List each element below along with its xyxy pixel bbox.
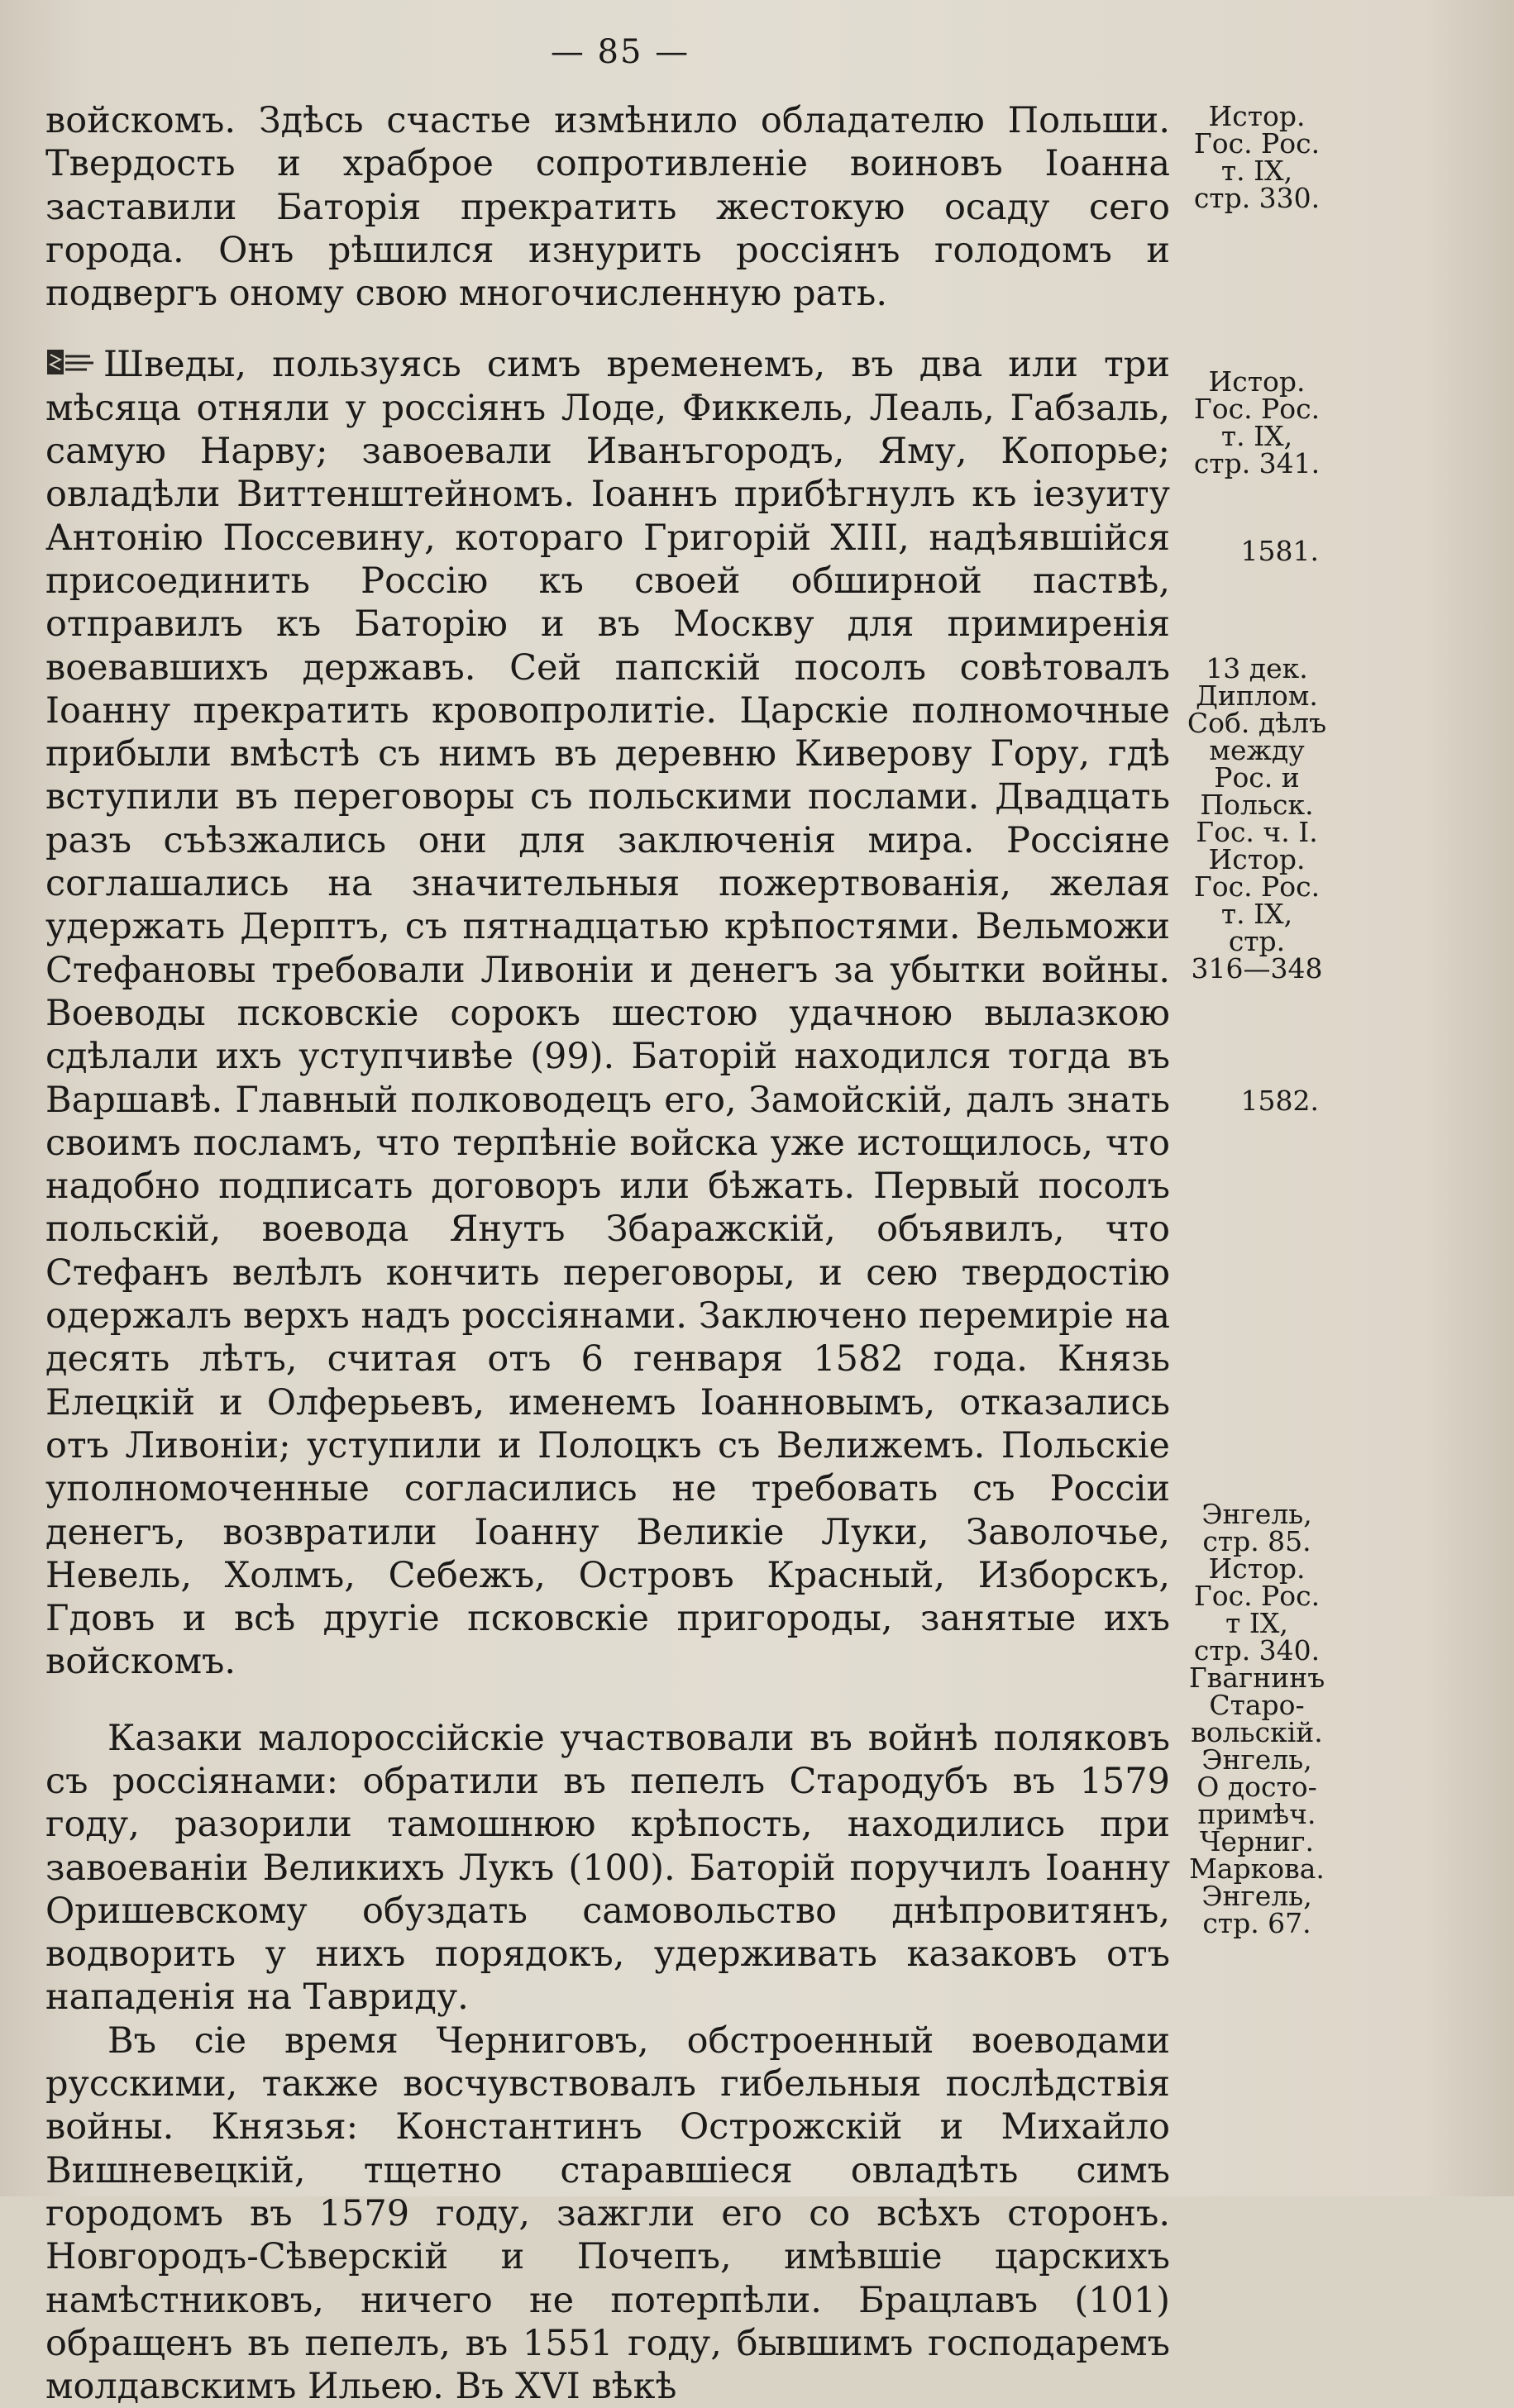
margin-line: Гос. Рос. (1193, 393, 1321, 425)
margin-line: 13 дек. (1206, 652, 1308, 684)
main-text-column (45, 99, 1170, 2408)
margin-line: Энгель, (1201, 1498, 1312, 1530)
margin-line: т. IX, (1220, 898, 1293, 930)
paragraph-1: войскомъ. Здѣсь счастье измѣнило обладателю Польши. Твердость и храброе сопротивленіе воиновъ Іоанна заставили Баторія прекратить жестокую осаду сего города. Онъ рѣшился изнурить россіянъ голодомъ и подвергъ оному свою многочисленную рать. (45, 100, 1170, 315)
margin-line: стр. (1228, 925, 1286, 957)
margin-note-year-1582 (1174, 1085, 1319, 1117)
margin-note-year-1581 (1174, 537, 1319, 565)
margin-note-2 (1174, 365, 1340, 479)
margin-line: Энгель, (1201, 1743, 1312, 1776)
margin-line: т. IX, (1220, 420, 1293, 452)
margin-line: Маркова. (1189, 1852, 1325, 1885)
margin-line: Истор. (1208, 365, 1306, 398)
margin-line: стр. 85. (1202, 1525, 1311, 1557)
page-number-header: — 85 — (550, 33, 690, 71)
margin-note-1 (1174, 100, 1340, 214)
paragraph-2 (45, 343, 1170, 1683)
margin-line: 316—348 (1191, 952, 1323, 985)
margin-note-3 (1174, 652, 1340, 985)
margin-line: Гвагнинъ (1188, 1662, 1325, 1694)
margin-line: Гос. Рос. (1193, 127, 1321, 160)
margin-line: Рос. и (1214, 761, 1300, 794)
margin-line: между (1209, 734, 1305, 766)
margin-line: стр. 330. (1193, 182, 1321, 214)
margin-line: Старо- (1209, 1689, 1305, 1721)
margin-line: Гос. ч. I. (1196, 816, 1318, 848)
paragraph-4: Въ сіе время Черниговъ, обстроенный воеводами русскими, также восчувствовалъ гибельныя послѣдствія войны. Князья: Константинъ Острожскій и Михайло Вишневецкій, тщетно старавшіеся овладѣть симъ городомъ въ 1579 году, зажгли его со всѣхъ сторонъ. Новгородъ-Сѣверскій и Почепъ, имѣвшіе царскихъ намѣстниковъ, ничего не потерпѣли. Брацлавъ (101) обращенъ въ пепелъ, въ 1551 году, бывшимъ господаремъ молдавскимъ Ильею. Въ XVI вѣкѣ (45, 2019, 1170, 2408)
margin-line: Соб. дѣлъ (1187, 707, 1327, 739)
margin-line: 1581. (1240, 535, 1319, 567)
ornamental-initial-icon (45, 346, 95, 379)
margin-line: Истор. (1208, 843, 1306, 875)
margin-line: стр. 67. (1202, 1907, 1311, 1939)
margin-line: Истор. (1208, 100, 1306, 132)
margin-line: стр. 341. (1193, 447, 1321, 479)
margin-note-4 (1174, 1500, 1340, 1937)
margin-line: Диплом. (1196, 679, 1318, 712)
margin-line: примѣч. (1197, 1798, 1316, 1830)
margin-line: вольскій. (1191, 1716, 1323, 1748)
margin-line: т. IX, (1220, 155, 1293, 187)
paragraph-2-text: Шведы, пользуясь симъ временемъ, въ два или три мѣсяца отняли у россіянъ Лоде, Фиккель, Леаль, Габзаль, самую Нарву; завоевали Иванъгородъ, Яму, Копорье; овладѣли Виттенштейномъ. Іоаннъ прибѣгнулъ къ іезуиту Антонію Поссевину, котораго Григорій XIII, надѣявшійся присоединить Россію къ своей обширной паствѣ, отправилъ къ Баторію и въ Москву для примиренія воевавшихъ державъ. Сей папскій посолъ совѣтовалъ Іоанну прекратить кровопролитіе. Царскіе полномочные прибыли вмѣстѣ съ нимъ въ деревню Киверову Гору, гдѣ вступили въ переговоры съ польскими послами. Двадцать разъ съѣзжались они для заключенія мира. Россіяне соглашались на значительныя пожертвованія, желая удержать Дерптъ, съ пятнадцатью крѣпостями. Вельможи Стефановы требовали Ливоніи и денегъ за убытки войны. Воеводы псковскіе сорокъ шестою удачною вылазкою сдѣлали ихъ уступчивѣе (99). Баторій находился тогда въ Варшавѣ. Главный полководецъ его, Замойскій, далъ знать своимъ посламъ, что терпѣніе войска уже истощилось, что надобно подписать договоръ или бѣжать. Первый посолъ польскій, воевода Янутъ Збаражскій, объявилъ, что Стефанъ велѣлъ кончить переговоры, и сею твердостію одержалъ верхъ надъ россіянами. Заключено перемиріе на десять лѣтъ, считая отъ 6 генваря 1582 года. Князь Елецкій и Олферьевъ, именемъ Іоанновымъ, отказались отъ Ливоніи; уступили и Полоцкъ съ Велижемъ. Польскіе уполномоченные согласились не требовать съ Россіи денегъ, возвратили Іоанну Великіе Луки, Заволочье, Невель, Холмъ, Себежъ, Островъ Красный, Изборскъ, Гдовъ и всѣ другіе псковскіе пригороды, занятые ихъ войскомъ. (45, 344, 1170, 1683)
margin-line: стр. 340. (1193, 1634, 1321, 1667)
margin-line: Черниг. (1200, 1825, 1314, 1857)
margin-line: 1582. (1240, 1085, 1319, 1117)
margin-line: Истор. (1208, 1552, 1306, 1585)
margin-line: О досто- (1196, 1771, 1317, 1803)
margin-line: Гос. Рос. (1193, 870, 1321, 903)
margin-line: Энгель, (1201, 1880, 1312, 1912)
margin-line: Польск. (1200, 789, 1314, 821)
margin-line: Гос. Рос. (1193, 1580, 1321, 1612)
margin-line: т IX, (1225, 1607, 1288, 1639)
paragraph-3: Казаки малороссійскіе участвовали въ войнѣ поляковъ съ россіянами: обратили въ пепелъ Стародубъ въ 1579 году, разорили тамошнюю крѣпость, находились при завоеваніи Великихъ Лукъ (100). Баторій поручилъ Іоанну Оришевскому обуздать самовольство днѣпровитянъ, водворить у нихъ порядокъ, удерживать казаковъ отъ нападенія на Тавриду. (45, 1717, 1170, 2019)
